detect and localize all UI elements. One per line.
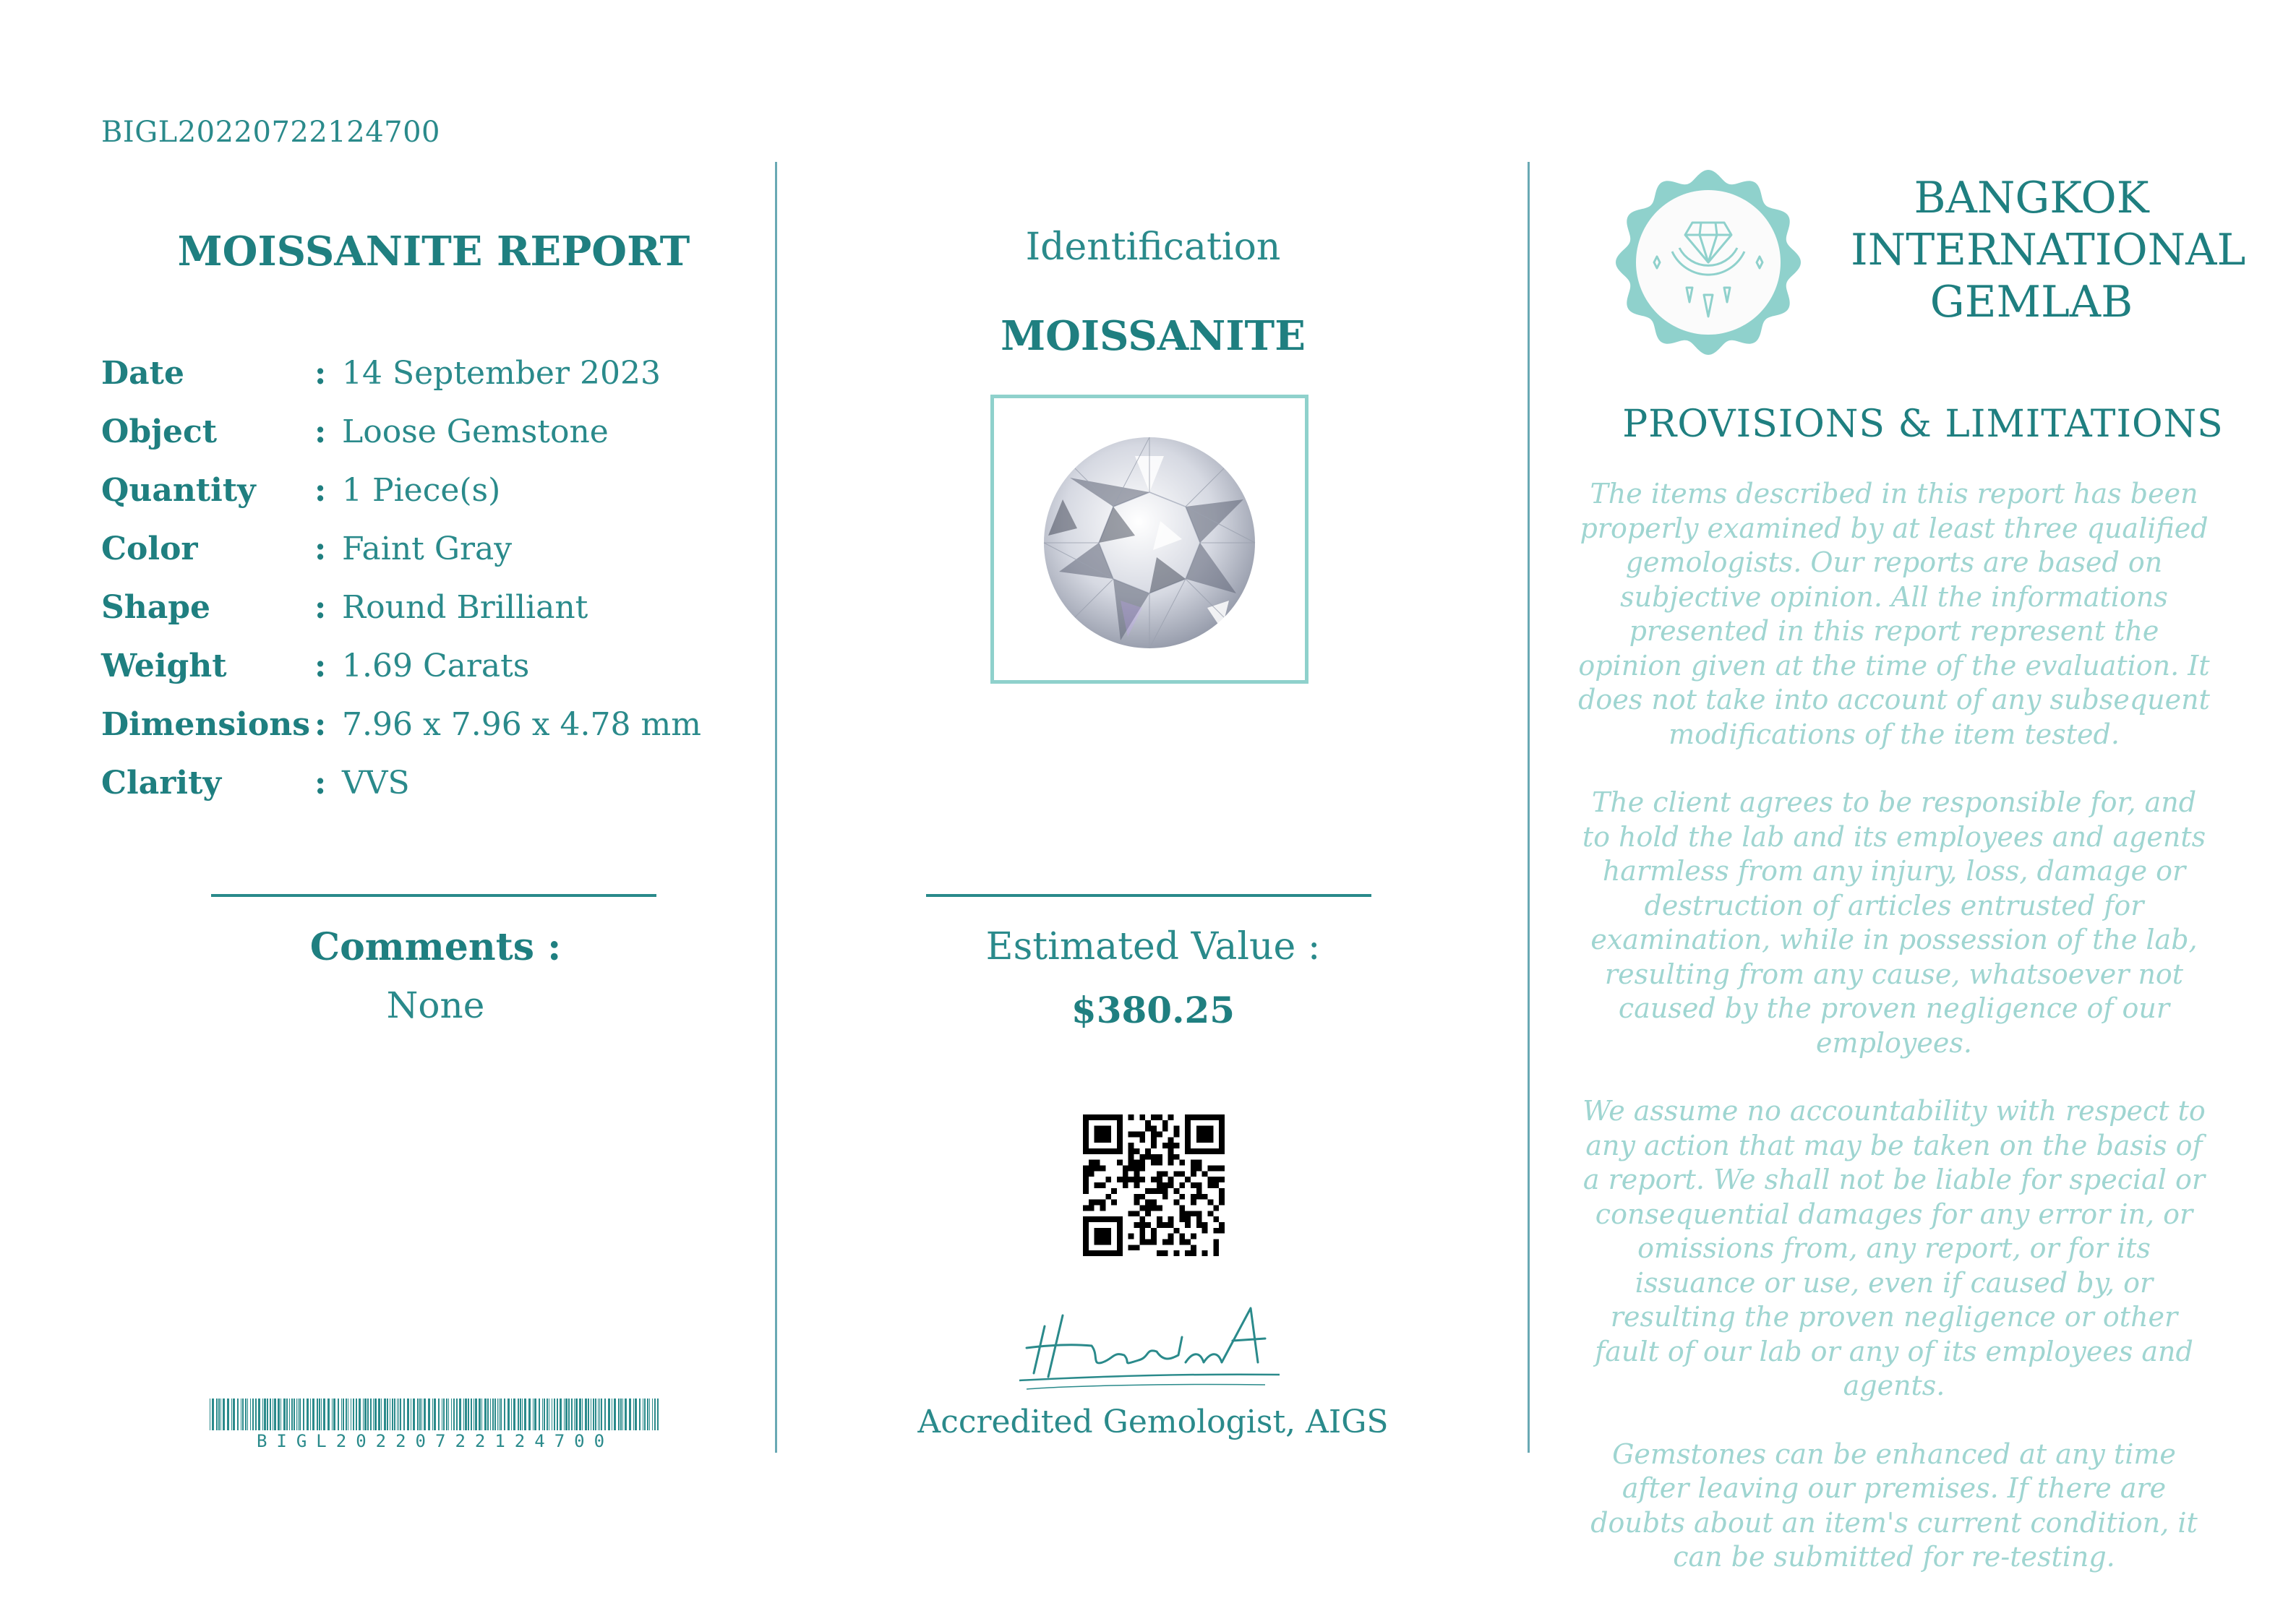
detail-label: Clarity — [101, 765, 222, 802]
report-title: MOISSANITE REPORT — [177, 228, 690, 275]
gemstone-image — [1041, 434, 1258, 651]
provisions-paragraph: Gemstones can be enhanced at any time after leaving our premises. If there are doubts about an item's current condition, it can be submitted for re-testing. — [1590, 1438, 2198, 1573]
lab-seal-logo — [1614, 168, 1802, 356]
detail-value: 14 September 2023 — [342, 355, 661, 392]
detail-row-dimensions — [101, 695, 766, 754]
report-id: BIGL20220722124700 — [101, 116, 440, 149]
provisions-paragraph: The client agrees to be responsible for, and to hold the lab and its employees and agents harmless from any injury, loss, damage or destruction of articles entrusted for examination, while in possession of the lab, resulting from any cause, whatsoever not caused by the proven negligence of our employees. — [1582, 786, 2206, 1059]
detail-label: Object — [101, 413, 218, 450]
detail-label: Shape — [101, 589, 211, 626]
identification-label: Identification — [1025, 225, 1281, 269]
detail-colon: : — [314, 706, 327, 743]
gemstone-photo-frame — [990, 395, 1308, 684]
column-divider-right — [1528, 162, 1530, 1453]
detail-row-shape — [101, 578, 766, 637]
lab-name-line: BANGKOK — [1914, 173, 2149, 223]
comments-rule — [211, 894, 656, 897]
details-list — [101, 344, 766, 812]
provisions-paragraph: We assume no accountability with respect to any action that may be taken on the basis of a report. We shall not be liable for special or consequential damages for any error in, or omissions from, any report, or for its issuance or use, even if caused by, or resulting the proven negligence or other fault of our lab or any of its employees and agents. — [1582, 1095, 2206, 1401]
provisions-body — [1576, 477, 2212, 1609]
lab-name-line: GEMLAB — [1929, 277, 2133, 327]
detail-row-object — [101, 403, 766, 461]
detail-colon: : — [314, 648, 327, 684]
detail-colon: : — [314, 765, 327, 802]
estimated-value: $380.25 — [1071, 989, 1235, 1031]
identification-value: MOISSANITE — [1001, 312, 1306, 360]
detail-label: Dimensions — [101, 706, 311, 743]
detail-colon: : — [314, 355, 327, 392]
detail-row-clarity — [101, 754, 766, 812]
detail-row-date — [101, 344, 766, 403]
comments-value: None — [386, 984, 485, 1026]
barcode-image — [210, 1399, 661, 1430]
provisions-paragraph: The items described in this report has been properly examined by at least three qualified gemologists. Our reports are based on subjective opinion. All the informations presented in this report represent the opinion given at the time of the evaluation. It does not take into account of any subsequent modifications of the item tested. — [1578, 478, 2210, 750]
detail-colon: : — [314, 530, 327, 567]
detail-row-color — [101, 520, 766, 578]
barcode-text: BIGL20220722124700 — [256, 1431, 614, 1451]
comments-label: Comments : — [309, 925, 562, 969]
detail-value: 7.96 x 7.96 x 4.78 mm — [342, 706, 701, 743]
signature-image — [1005, 1294, 1294, 1402]
detail-value: Faint Gray — [342, 530, 513, 567]
qr-code-image — [1083, 1114, 1225, 1256]
detail-colon: : — [314, 413, 327, 450]
gemologist-title: Accredited Gemologist, AIGS — [917, 1404, 1389, 1440]
column-divider-left — [775, 162, 777, 1453]
detail-label: Color — [101, 530, 198, 567]
lab-name-line: INTERNATIONAL — [1851, 225, 2246, 275]
detail-value: Loose Gemstone — [342, 413, 609, 450]
detail-label: Date — [101, 355, 184, 392]
detail-value: 1.69 Carats — [342, 648, 530, 684]
detail-value: Round Brilliant — [342, 589, 588, 626]
detail-colon: : — [314, 589, 327, 626]
detail-label: Quantity — [101, 472, 256, 509]
detail-colon: : — [314, 472, 327, 509]
provisions-title: PROVISIONS & LIMITATIONS — [1622, 403, 2224, 446]
detail-row-quantity — [101, 461, 766, 520]
detail-value: VVS — [342, 765, 410, 802]
value-rule — [926, 894, 1371, 897]
detail-value: 1 Piece(s) — [342, 472, 501, 509]
estimated-value-label: Estimated Value : — [985, 925, 1321, 968]
detail-label: Weight — [101, 648, 227, 684]
detail-row-weight — [101, 637, 766, 695]
lab-name — [1851, 172, 2246, 328]
